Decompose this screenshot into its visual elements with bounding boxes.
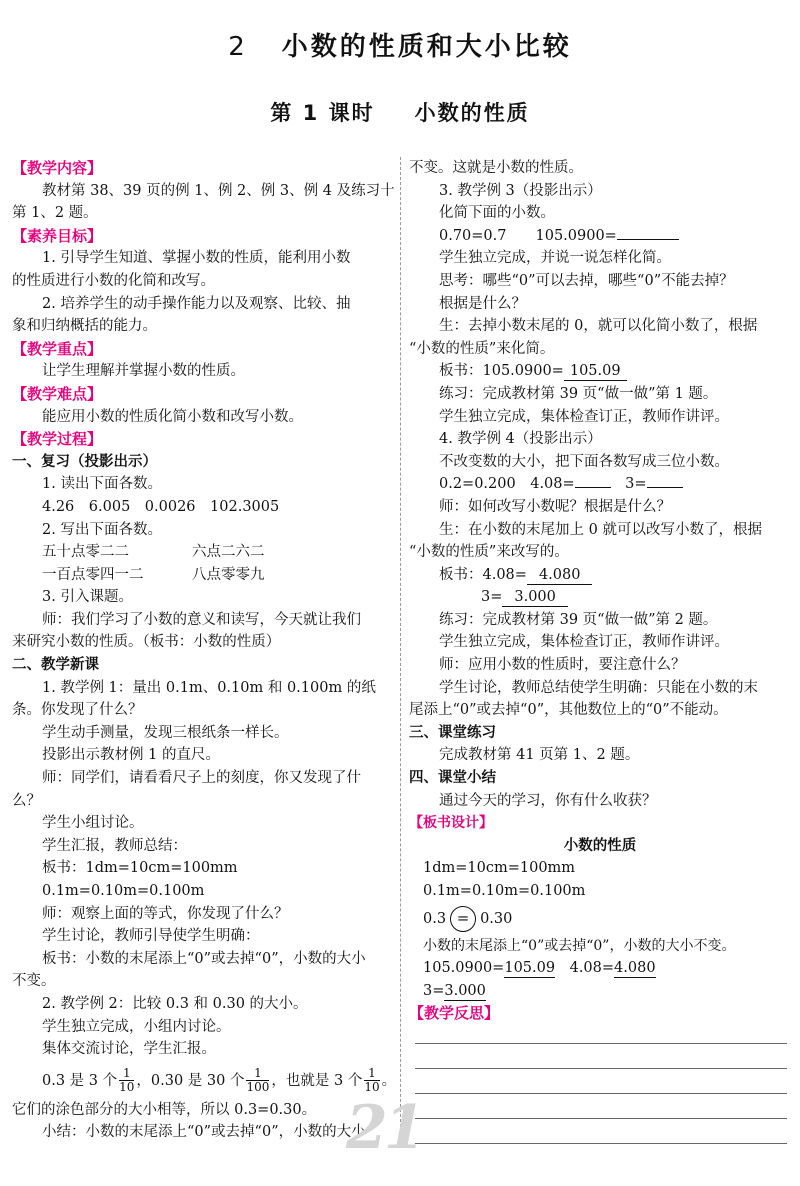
text-line: 师：我们学习了小数的意义和读写，今天就让我们 bbox=[42, 611, 361, 628]
text-line: 3. 引入课题。 bbox=[42, 589, 133, 606]
text-line: 不变。 bbox=[12, 973, 56, 990]
board-line: 0.3 = 0.30 bbox=[409, 903, 791, 935]
text-line: 板书：小数的末尾添上“0”或去掉“0”，小数的大小 bbox=[42, 950, 366, 967]
text-line: 板书：105.0900= 105.09 bbox=[409, 360, 791, 383]
right-column bbox=[409, 157, 791, 1168]
section-heading: 【教学重点】 bbox=[12, 339, 103, 358]
text-line: 来研究小数的性质。（板书：小数的性质） bbox=[12, 634, 281, 651]
section-heading: 【教学过程】 bbox=[12, 430, 103, 449]
lesson-title: 第 1 课时 小数的性质 bbox=[270, 101, 530, 125]
text-line: 学生独立完成，集体检查订正，教师作讲评。 bbox=[439, 634, 729, 651]
text-line: 0.70=0.7 105.0900= bbox=[409, 225, 791, 248]
fraction-line: 0.3 是 3 个 $\frac{1}{10}$ ，0.30 是 30 个 $\frac{1}{100}$ ，也就是 3 个 $\frac{1}{10}$ 。 bbox=[42, 1066, 397, 1095]
board-line: 0.1m=0.10m=0.100m bbox=[423, 883, 586, 899]
answer-blank bbox=[575, 473, 611, 488]
text-line: 小结：小数的末尾添上“0”或去掉“0”，小数的大小 bbox=[42, 1124, 366, 1141]
text-line: 板书：1dm=10cm=100mm bbox=[42, 860, 238, 877]
fraction: $\frac{1}{100}$ bbox=[246, 1066, 270, 1095]
text-line: 师：观察上面的等式，你发现了什么？ bbox=[42, 905, 289, 922]
answer-underlined: 3.000 bbox=[502, 589, 568, 607]
page-number: 21 bbox=[346, 1093, 422, 1163]
text-line: 的性质进行小数的化简和改写。 bbox=[12, 272, 215, 289]
writing-line bbox=[415, 1118, 787, 1119]
text-line: 不改变数的大小，把下面各数写成三位小数。 bbox=[439, 453, 729, 470]
answer-blank bbox=[617, 225, 679, 240]
text-line: 它们的涂色部分的大小相等，所以 0.3=0.30。 bbox=[12, 1101, 317, 1118]
text-line: 2. 教学例 2：比较 0.3 和 0.30 的大小。 bbox=[42, 995, 308, 1012]
text-line: 学生动手测量，发现三根纸条一样长。 bbox=[42, 724, 289, 741]
text-line: 学生独立完成，集体检查订正，教师作讲评。 bbox=[439, 408, 729, 425]
text-line: 思考：哪些“0”可以去掉，哪些“0”不能去掉？ bbox=[439, 272, 734, 289]
board-line: 105.0900=105.09 4.08=4.080 bbox=[423, 960, 656, 977]
text-line: 师：应用小数的性质时，要注意什么？ bbox=[439, 657, 686, 674]
text-line: 能应用小数的性质化简小数和改写小数。 bbox=[42, 408, 303, 425]
text-line: 2. 培养学生的动手操作能力以及观察、比较、抽 bbox=[42, 295, 351, 312]
text-line: 集体交流讨论，学生汇报。 bbox=[42, 1041, 216, 1058]
writing-line bbox=[415, 1143, 787, 1144]
text-line: 学生讨论，教师总结使学生明确：只能在小数的末 bbox=[439, 679, 758, 696]
text-line: 象和归纳概括的能力。 bbox=[12, 318, 157, 335]
subsection-heading: 三、课堂练习 bbox=[409, 724, 496, 741]
subsection-heading: 二、教学新课 bbox=[12, 657, 99, 674]
text-line: 投影出示教材例 1 的直尺。 bbox=[42, 747, 220, 764]
reflection-lines bbox=[409, 1043, 791, 1144]
section-heading: 【教学反思】 bbox=[409, 1004, 500, 1023]
text-line: 生：在小数的末尾加上 0 就可以改写小数了，根据 bbox=[439, 521, 762, 538]
text-line: 化简下面的小数。 bbox=[439, 205, 555, 222]
board-line: 小数的末尾添上“0”或去掉“0”，小数的大小不变。 bbox=[423, 937, 736, 954]
text-line: 练习：完成教材第 39 页“做一做”第 2 题。 bbox=[439, 611, 718, 628]
text-line: 2. 写出下面各数。 bbox=[42, 521, 162, 538]
text-line: 尾添上“0”或去掉“0”，其他数位上的“0”不能动。 bbox=[409, 702, 728, 719]
board-title: 小数的性质 bbox=[563, 837, 637, 854]
writing-line bbox=[415, 1043, 787, 1044]
section-heading: 【板书设计】 bbox=[409, 815, 493, 832]
text-line: 不变。这就是小数的性质。 bbox=[409, 160, 583, 176]
text-line: 根据是什么？ bbox=[439, 295, 526, 312]
text-line: 练习：完成教材第 39 页“做一做”第 1 题。 bbox=[439, 385, 718, 402]
circled-equals: = bbox=[450, 906, 476, 932]
text-line: 0.1m=0.10m=0.100m bbox=[42, 883, 205, 899]
text-line: “小数的性质”来改写的。 bbox=[409, 544, 569, 561]
text-line: 4.26 6.005 0.0026 102.3005 bbox=[42, 498, 280, 515]
text-line: 学生独立完成，小组内讨论。 bbox=[42, 1018, 231, 1035]
section-heading: 【教学难点】 bbox=[12, 384, 103, 403]
fraction: $\frac{1}{10}$ bbox=[364, 1066, 380, 1095]
text-line: 学生汇报，教师总结： bbox=[42, 837, 187, 854]
answer-blank bbox=[647, 473, 683, 488]
text-line: 学生独立完成，并说一说怎样化简。 bbox=[439, 250, 671, 267]
subsection-heading: 四、课堂小结 bbox=[409, 770, 496, 787]
text-line: 条。你发现了什么？ bbox=[12, 702, 143, 719]
text-line: 学生小组讨论。 bbox=[42, 815, 144, 832]
writing-line bbox=[415, 1093, 787, 1094]
left-column bbox=[12, 157, 397, 1144]
text-line: 学生讨论，教师引导使学生明确： bbox=[42, 928, 260, 945]
section-heading: 【教学内容】 bbox=[12, 159, 103, 177]
text-line: 4. 教学例 4（投影出示） bbox=[439, 431, 602, 448]
text-line: 生：去掉小数末尾的 0，就可以化简小数了，根据 bbox=[439, 318, 758, 335]
text-line: 1. 引导学生知道、掌握小数的性质，能利用小数 bbox=[42, 250, 351, 267]
section-heading: 【素养目标】 bbox=[12, 226, 103, 245]
text-line: 五十点零二二 六点二六二 bbox=[42, 544, 265, 561]
text-line: 师：如何改写小数呢？根据是什么？ bbox=[439, 498, 671, 515]
text-line: 完成教材第 41 页第 1、2 题。 bbox=[439, 747, 640, 764]
column-divider bbox=[400, 157, 401, 1142]
text-line: 让学生理解并掌握小数的性质。 bbox=[42, 363, 245, 380]
text-line: 1. 教学例 1：量出 0.1m、0.10m 和 0.100m 的纸 bbox=[42, 679, 376, 696]
text-line: 师：同学们，请看看尺子上的刻度，你又发现了什 bbox=[42, 770, 361, 787]
chapter-title: 2 小数的性质和大小比较 bbox=[228, 32, 572, 62]
board-line: 3=3.000 bbox=[423, 982, 486, 999]
answer-underlined: 4.080 bbox=[527, 567, 593, 585]
text-line: “小数的性质”来化简。 bbox=[409, 340, 555, 357]
text-line: 第 1、2 题。 bbox=[12, 205, 98, 222]
text-line: 么？ bbox=[12, 792, 41, 809]
subsection-heading: 一、复习（投影出示） bbox=[12, 453, 157, 470]
fraction: $\frac{1}{10}$ bbox=[119, 1066, 135, 1095]
text-line: 1. 读出下面各数。 bbox=[42, 476, 162, 493]
board-line: 1dm=10cm=100mm bbox=[423, 860, 576, 877]
text-line: 通过今天的学习，你有什么收获？ bbox=[439, 792, 657, 809]
text-line: 一百点零四一二 八点零零九 bbox=[42, 566, 265, 583]
text-line: 3= 3.000 bbox=[409, 586, 791, 609]
text-line: 3. 教学例 3（投影出示） bbox=[439, 182, 602, 199]
answer-underlined: 105.09 bbox=[564, 363, 627, 381]
writing-line bbox=[415, 1068, 787, 1069]
text-line: 教材第 38、39 页的例 1、例 2、例 3、例 4 及练习十 bbox=[42, 182, 395, 199]
text-line: 0.2=0.200 4.08= 3= bbox=[409, 473, 791, 496]
text-line: 板书：4.08= 4.080 bbox=[409, 564, 791, 587]
